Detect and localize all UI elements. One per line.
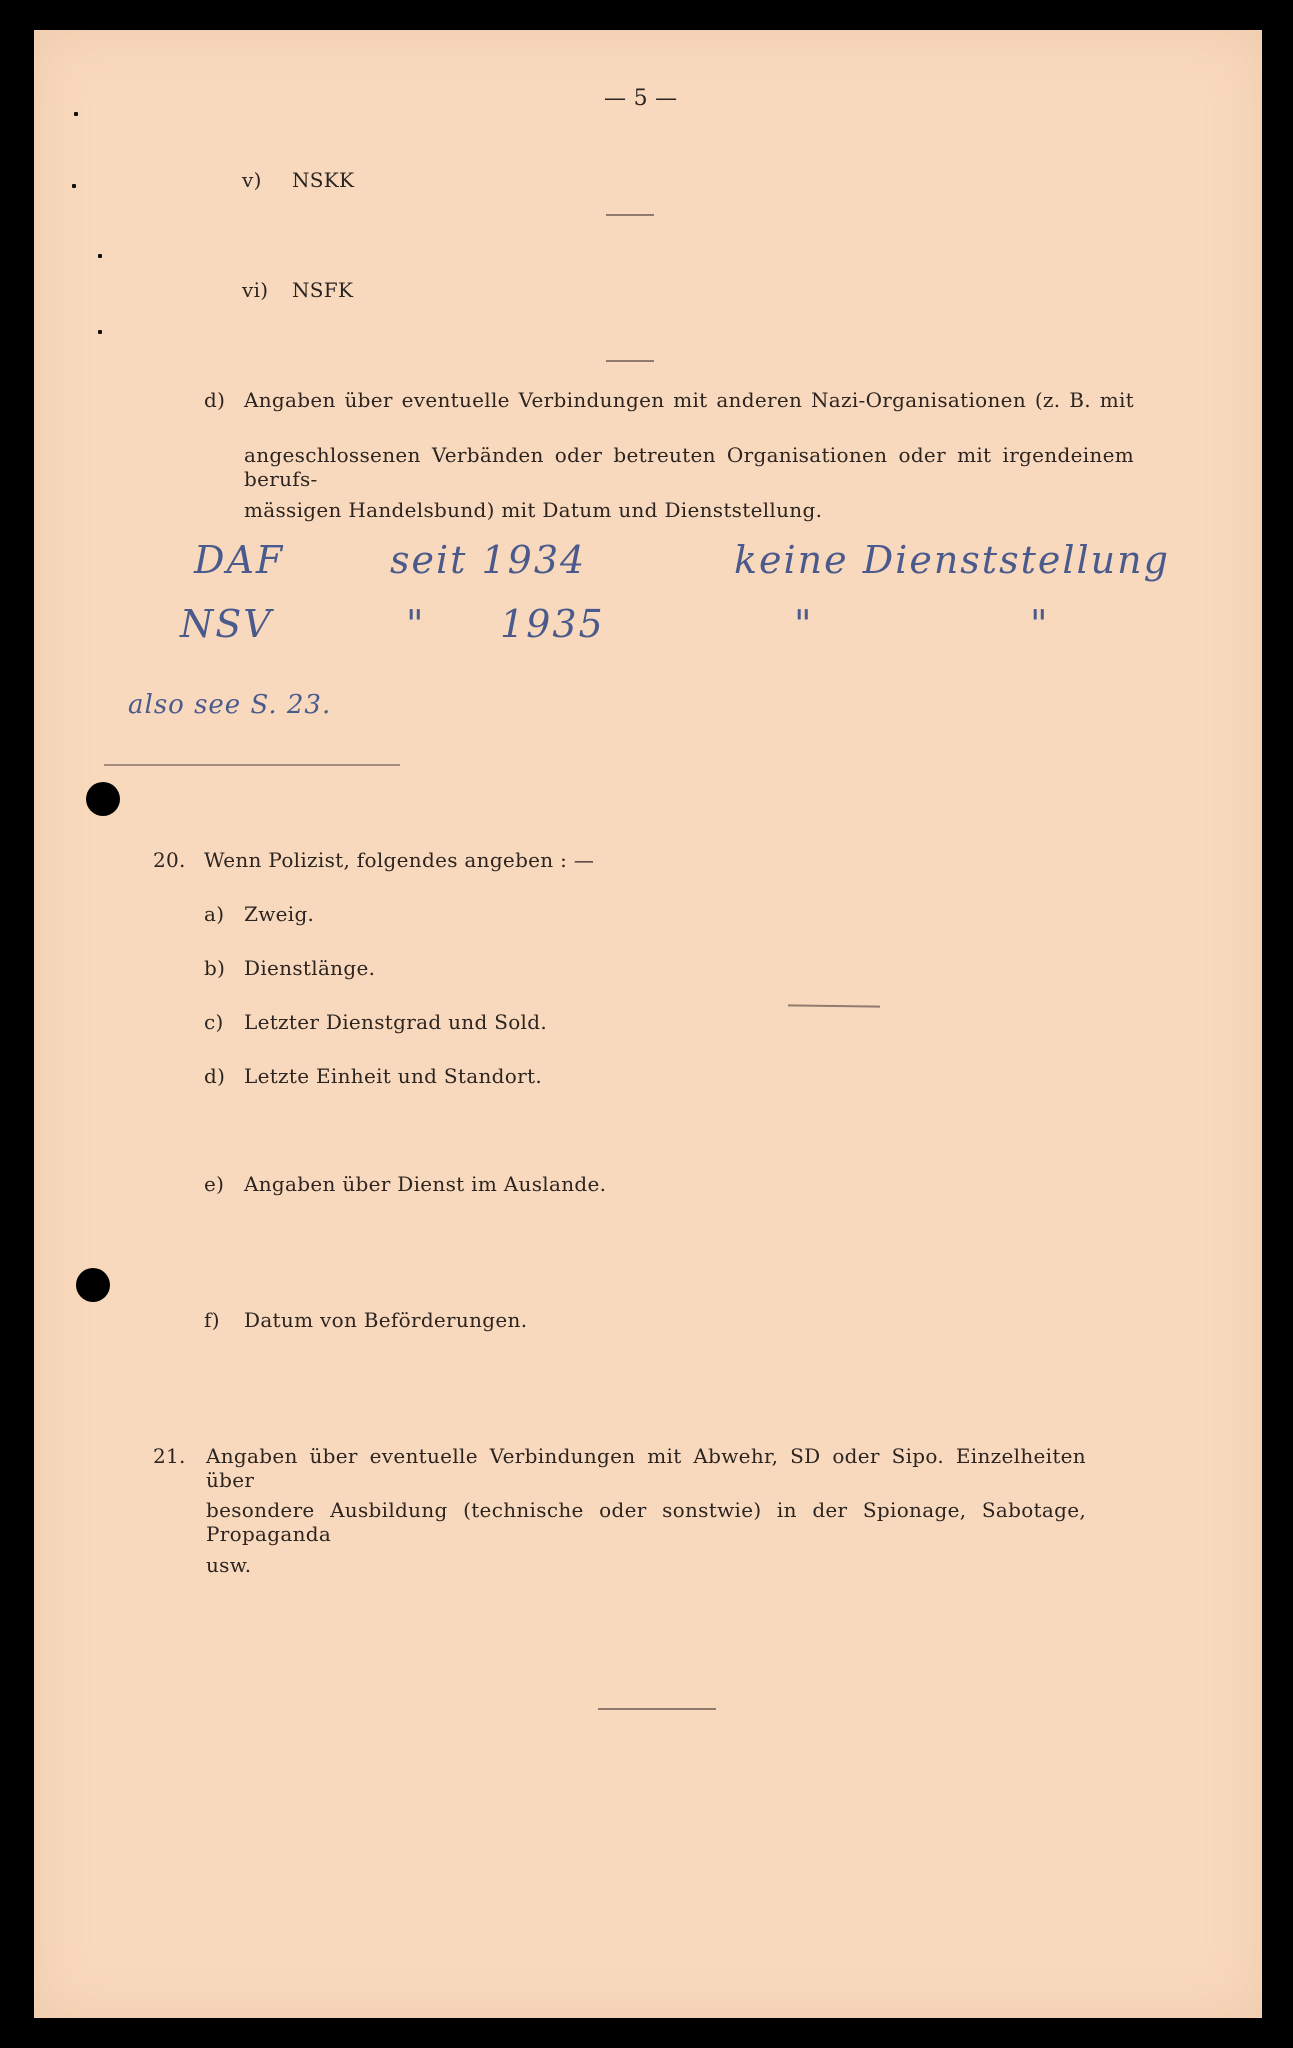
document-page — [34, 30, 1262, 2018]
q21-line1: Angaben über eventuelle Verbindungen mit Abwehr, SD oder Sipo. Einzelheiten über — [206, 1444, 1086, 1492]
answer-dash — [598, 1708, 716, 1710]
q20-f-text: Datum von Beförderungen. — [244, 1308, 528, 1332]
q20-c-label: c) — [204, 1010, 224, 1034]
speck — [74, 112, 78, 116]
q21-line2: besondere Ausbildung (technische oder sonstwie) in der Spionage, Sabotage, Propaganda — [206, 1498, 1086, 1546]
handwritten-ditto: " — [1030, 602, 1050, 646]
answer-dash — [606, 214, 654, 216]
q20-a-label: a) — [204, 902, 225, 926]
handwritten-org-daf: DAF — [194, 538, 285, 582]
q20-e-label: e) — [204, 1172, 225, 1196]
item-vi-text: NSFK — [292, 278, 354, 302]
item-d-line3: mässigen Handelsbund) mit Datum und Dienststellung. — [244, 498, 823, 522]
item-d-line2: angeschlossenen Verbänden oder betreuten Organisationen oder mit irgendeinem berufs- — [244, 443, 1134, 491]
q20-b-label: b) — [204, 956, 226, 980]
item-v-label: v) — [242, 168, 262, 192]
speck — [98, 330, 102, 334]
q20-a-text: Zweig. — [244, 902, 315, 926]
q21-number: 21. — [153, 1444, 186, 1468]
q20-c-text: Letzter Dienstgrad und Sold. — [244, 1010, 547, 1034]
q20-e-text: Angaben über Dienst im Auslande. — [244, 1172, 607, 1196]
q20-d-label: d) — [204, 1064, 226, 1088]
item-vi-label: vi) — [242, 278, 269, 302]
q20-f-label: f) — [204, 1308, 220, 1332]
handwritten-since-1934: seit 1934 — [390, 538, 587, 582]
item-d-label: d) — [204, 388, 226, 412]
handwritten-position: keine Dienststellung — [734, 538, 1170, 582]
page-number: — 5 — — [604, 86, 678, 111]
item-v-text: NSKK — [292, 168, 355, 192]
q20-number: 20. — [153, 848, 186, 872]
punch-hole — [86, 782, 120, 816]
punch-hole — [76, 1268, 110, 1302]
separator-line — [104, 764, 400, 766]
answer-dash — [606, 360, 654, 362]
q20-d-text: Letzte Einheit und Standort. — [244, 1064, 542, 1088]
speck — [98, 254, 102, 258]
speck — [72, 184, 76, 188]
answer-dash — [788, 1004, 880, 1007]
handwritten-year-1935: 1935 — [500, 602, 605, 646]
q20-text: Wenn Polizist, folgendes angeben : — — [204, 848, 595, 872]
item-d-line1: Angaben über eventuelle Verbindungen mit anderen Nazi-Organisationen (z. B. mit — [244, 388, 1134, 412]
handwritten-ditto: " — [406, 602, 426, 646]
q20-b-text: Dienstlänge. — [244, 956, 376, 980]
handwritten-note: also see S. 23. — [128, 690, 332, 720]
handwritten-ditto: " — [794, 602, 814, 646]
q21-line3: usw. — [206, 1553, 252, 1577]
handwritten-org-nsv: NSV — [180, 602, 273, 646]
